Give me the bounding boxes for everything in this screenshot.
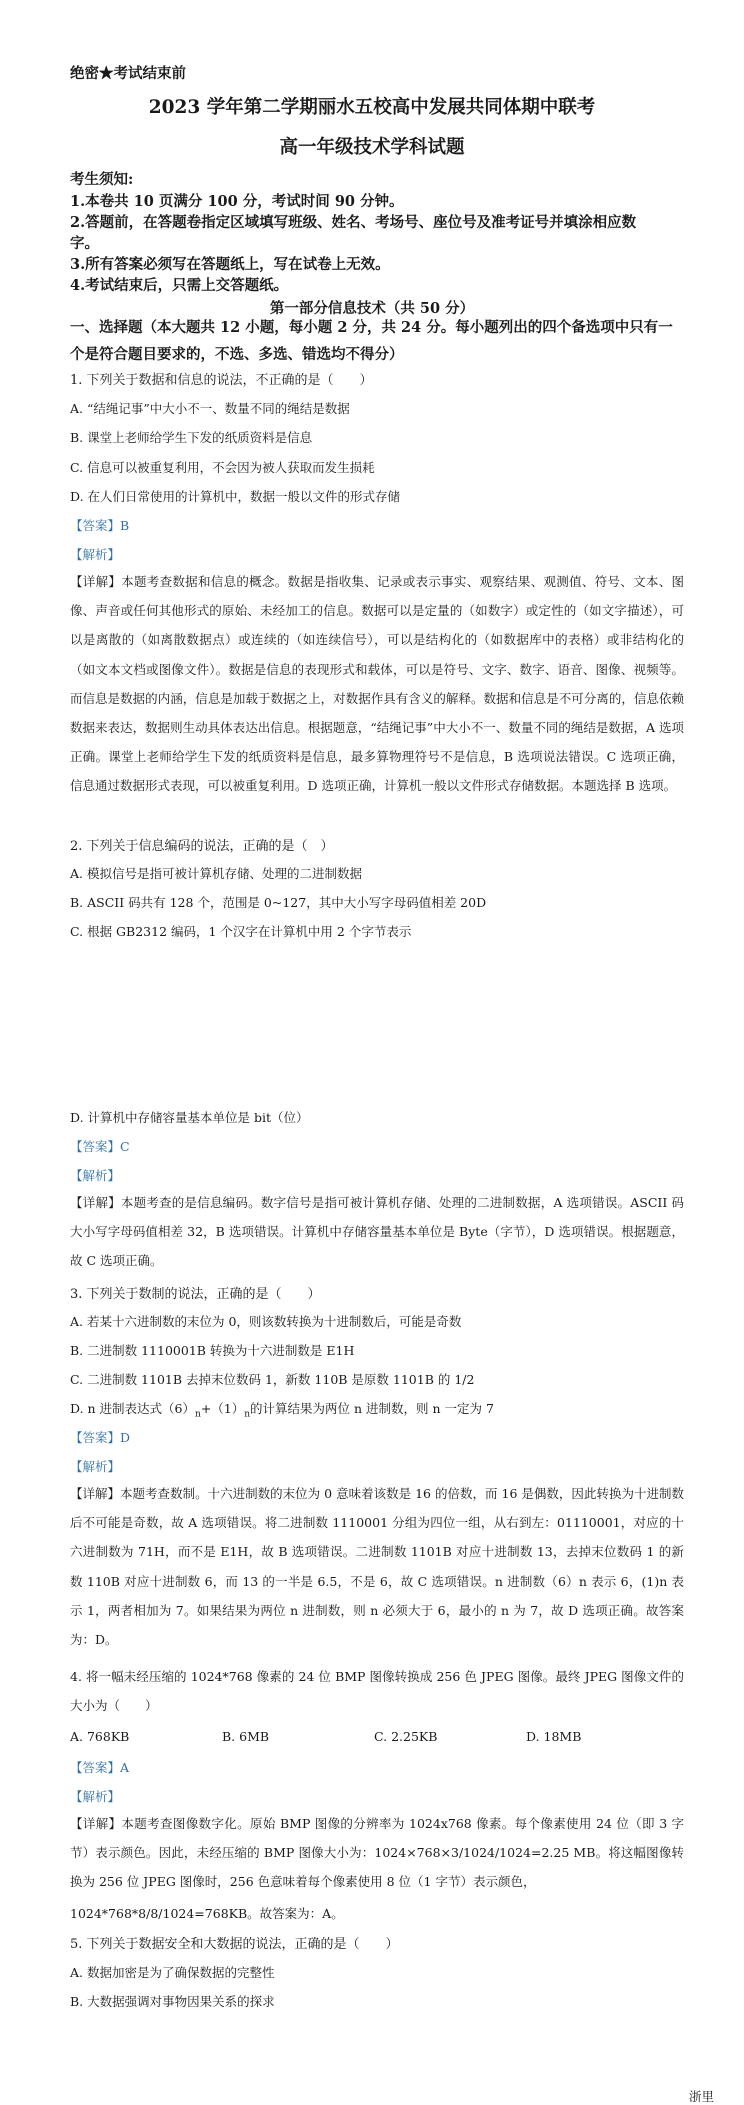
question-4-option-d: D. 18MB bbox=[526, 1729, 582, 1744]
section-instruction: 一、选择题（本大题共 12 小题，每小题 2 分，共 24 分。每小题列出的四个备选项中只有一个是符合题目要求的，不选、多选、错选均不得分） bbox=[70, 319, 673, 363]
question-5-option-b: B. 大数据强调对事物因果关系的探求 bbox=[70, 1994, 275, 2009]
notice-item: 3.所有答案必须写在答题纸上，写在试卷上无效。 bbox=[70, 256, 390, 273]
notice-item: 字。 bbox=[70, 235, 99, 252]
notice-heading: 考生须知: bbox=[70, 171, 134, 188]
question-4-answer: 【答案】A bbox=[70, 1760, 130, 1775]
question-5-option-a: A. 数据加密是为了确保数据的完整性 bbox=[70, 1965, 275, 1980]
question-3-option-c: C. 二进制数 1101B 去掉末位数码 1，新数 110B 是原数 1101B 的 1/2 bbox=[70, 1372, 475, 1387]
question-2-option-c: C. 根据 GB2312 编码，1 个汉字在计算机中用 2 个字节表示 bbox=[70, 924, 412, 939]
question-2-option-b: B. ASCII 码共有 128 个，范围是 0~127，其中大小写字母码值相差 20D bbox=[70, 895, 487, 910]
question-4-analysis-label: 【解析】 bbox=[70, 1789, 121, 1804]
question-4-option-c: C. 2.25KB bbox=[374, 1729, 438, 1744]
question-1-stem: 1. 下列关于数据和信息的说法，不正确的是（ ） bbox=[70, 373, 373, 388]
option-d-pre: D. n 进制表达式（6） bbox=[70, 1401, 196, 1416]
exam-subtitle: 高一年级技术学科试题 bbox=[279, 137, 465, 158]
question-4-detail: 【详解】本题考查图像数字化。原始 BMP 图像的分辨率为 1024x768 像素。每个像素使用 24 位（即 3 字节）表示颜色。因此，未经压缩的 BMP 图像大小为：1024×768×3/1024/1024=2.25 MB。将这幅图像转换为 256 位 JPEG 图像时，256 色意味着每个像素使用 8 位（1 字节）表示颜色， bbox=[70, 1816, 684, 1890]
question-2-detail: 【详解】本题考查的是信息编码。数字信号是指可被计算机存储、处理的二进制数据，A 选项错误。ASCII 码大小写字母码值相差 32，B 选项错误。计算机中存储容量基本单位是 Byte（字节），D 选项错误。根据题意，故 C 选项正确。 bbox=[70, 1195, 684, 1269]
question-4-detail-end: 1024*768*8/8/1024=768KB。故答案为：A。 bbox=[70, 1906, 344, 1921]
question-1-detail: 【详解】本题考查数据和信息的概念。数据是指收集、记录或表示事实、观察结果、观测值、符号、文本、图像、声音或任何其他形式的原始、未经加工的信息。数据可以是定量的（如数字）或定性的（如文字描述），可以是离散的（如离散数据点）或连续的（如连续信号），可以是结构化的（如数据库中的表格）或非结构化的（如文本文档或图像文件）。数据是信息的表现形式和载体，可以是符号、文字、数字、语音、图像、视频等。而信息是数据的内涵，信息是加载于数据之上，对数据作具有含义的解释。数据和信息是不可分离的，信息依赖数据来表达，数据则生动具体表达出信息。根据题意，“结绳记事”中大小不一、数量不同的绳结是数据，A 选项正确。课堂上老师给学生下发的纸质资料是信息，最多算物理符号不是信息，B 选项说法错误。C 选项正确，信息通过数据形式表现，可以被重复利用。D 选项正确，计算机一般以文件形式存储数据。本题选择 B 选项。 bbox=[70, 574, 684, 794]
question-3-detail: 【详解】本题考查数制。十六进制数的末位为 0 意味着该数是 16 的倍数，而 16 是偶数，因此转换为十进制数后不可能是奇数，故 A 选项错误。将二进制数 1110001 分组为四位一组，从右到左：01110001，对应的十六进制数为 71H，而不是 E1H，故 B 选项错误。二进制数 1101B 对应十进制数 13，去掉末位数码 1 的新数 110B 对应十进制数 6，而 13 的一半是 6.5，不是 6，故 C 选项错误。n 进制数（6）n 表示 6，(1)n 表示 1，两者相加为 7。如果结果为两位 n 进制数，则 n 必须大于 6，最小的 n 为 7，故 D 选项正确。故答案为：D。 bbox=[70, 1486, 684, 1648]
question-2-answer: 【答案】C bbox=[70, 1139, 130, 1154]
notice-item: 4.考试结束后，只需上交答题纸。 bbox=[70, 277, 289, 294]
notice-item: 1.本卷共 10 页满分 100 分，考试时间 90 分钟。 bbox=[70, 193, 404, 210]
question-3-analysis-label: 【解析】 bbox=[70, 1459, 121, 1474]
question-1-option-c: C. 信息可以被重复利用，不会因为被人获取而发生损耗 bbox=[70, 460, 375, 475]
question-1-option-a: A. “结绳记事”中大小不一、数量不同的绳结是数据 bbox=[70, 401, 350, 416]
question-4-option-b: B. 6MB bbox=[222, 1729, 270, 1744]
base-subscript: n bbox=[195, 1409, 201, 1420]
question-3-stem: 3. 下列关于数制的说法，正确的是（ ） bbox=[70, 1287, 321, 1302]
question-3-option-d bbox=[70, 1399, 684, 1420]
option-d-mid: +（1） bbox=[200, 1401, 245, 1416]
question-5-stem: 5. 下列关于数据安全和大数据的说法，正确的是（ ） bbox=[70, 1937, 399, 1952]
notice-item: 2.答题前，在答题卷指定区域填写班级、姓名、考场号、座位号及准考证号并填涂相应数 bbox=[70, 214, 637, 231]
question-2-stem: 2. 下列关于信息编码的说法，正确的是（ ） bbox=[70, 839, 334, 854]
question-4-option-a: A. 768KB bbox=[70, 1729, 130, 1744]
question-3-option-a: A. 若某十六进制数的末位为 0，则该数转换为十进制数后，可能是奇数 bbox=[70, 1314, 462, 1329]
question-1-analysis-label: 【解析】 bbox=[70, 547, 121, 562]
base-subscript: n bbox=[244, 1409, 251, 1420]
corner-text: 浙里 bbox=[688, 2089, 714, 2104]
question-2-option-d: D. 计算机中存储容量基本单位是 bit（位） bbox=[70, 1110, 309, 1125]
question-1-option-d: D. 在人们日常使用的计算机中，数据一般以文件的形式存储 bbox=[70, 489, 401, 504]
question-1-option-b: B. 课堂上老师给学生下发的纸质资料是信息 bbox=[70, 430, 313, 445]
question-2-option-a: A. 模拟信号是指可被计算机存储、处理的二进制数据 bbox=[70, 866, 362, 881]
exam-title: 2023 学年第二学期丽水五校高中发展共同体期中联考 bbox=[148, 97, 596, 118]
section-title: 第一部分信息技术（共 50 分） bbox=[269, 300, 475, 317]
question-3-option-b: B. 二进制数 1110001B 转换为十六进制数是 E1H bbox=[70, 1343, 355, 1358]
secret-label: 绝密★考试结束前 bbox=[70, 65, 186, 82]
question-1-answer: 【答案】B bbox=[70, 518, 130, 533]
question-3-answer: 【答案】D bbox=[70, 1430, 131, 1445]
question-4-options bbox=[70, 1729, 684, 1744]
option-d-post: 的计算结果为两位 n 进制数，则 n 一定为 7 bbox=[250, 1401, 494, 1416]
question-2-analysis-label: 【解析】 bbox=[70, 1168, 121, 1183]
question-4-stem: 4. 将一幅未经压缩的 1024*768 像素的 24 位 BMP 图像转换成 256 色 JPEG 图像。最终 JPEG 图像文件的大小为（ ） bbox=[70, 1669, 684, 1714]
